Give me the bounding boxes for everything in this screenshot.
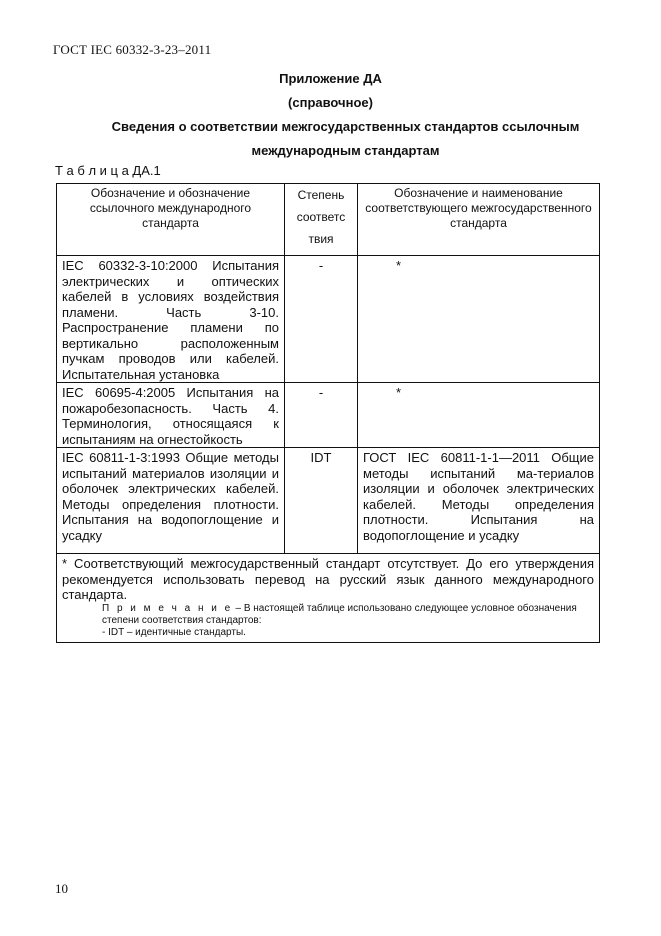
cell-interstate <box>358 383 600 448</box>
cell-interstate-text: * <box>396 258 402 273</box>
cell-degree: - <box>285 256 358 383</box>
table-row <box>57 448 600 554</box>
cell-interstate <box>358 256 600 383</box>
table-note <box>62 603 594 627</box>
table-header-row <box>57 184 600 256</box>
header-interstate-standard: Обозначение и наименование соответствующего межгосударственного стандарта <box>358 184 600 256</box>
table-label: Т а б л и ц а ДА.1 <box>55 163 161 178</box>
cell-interstate-text: * <box>396 385 402 400</box>
header-degree <box>285 184 358 256</box>
table-row <box>57 256 600 383</box>
cell-interstate: ГОСТ IEC 60811-1-1—2011 Общие методы испытаний ма-териалов изоляции и оболочек электрических кабелей. Методы определения плотности. Испытания на водопоглощение и усадку <box>358 448 600 554</box>
table-footnote-row <box>57 554 600 643</box>
cell-international: IEC 60811-1-3:1993 Общие методы испытаний материалов изоляции и оболочек электрических кабелей. Методы определения плотности. Испытания на водопоглощение и усадку <box>57 448 285 554</box>
footnote-cell <box>57 554 600 643</box>
footnote-text: * Соответствующий межгосударственный стандарт отсутствует. До его утверждения рекомендуется использовать перевод на русский язык данного международного стандарта. <box>62 556 594 602</box>
annex-heading-line2: международным стандартам <box>251 143 440 158</box>
annex-title: Приложение ДА <box>279 71 382 86</box>
table-row <box>57 383 600 448</box>
note-label: П р и м е ч а н и е <box>102 602 233 614</box>
cell-international: IEC 60332-3-10:2000 Испытания электрических и оптических кабелей в условиях воздействия пламени. Часть 3-10. Распространение пламени по вертикально расположенным пучкам проводов или кабелей. Испытательная установка <box>57 256 285 383</box>
cell-degree: IDT <box>285 448 358 554</box>
note-text: – В настоящей таблице использовано следующее условное обозначения степени соответствия стандартов: <box>102 602 577 626</box>
correspondence-table <box>56 183 600 643</box>
page-number: 10 <box>55 881 68 896</box>
annex-subtitle: (справочное) <box>288 95 373 110</box>
annex-heading-line1: Сведения о соответствии межгосударственных стандартов ссылочным <box>111 119 580 134</box>
cell-international: IEC 60695-4:2005 Испытания на пожаробезопасность. Часть 4. Терминология, относящаяся к испытаниям на огнестойкость <box>57 383 285 448</box>
cell-degree: - <box>285 383 358 448</box>
header-degree-text: Степень соответс твия <box>296 188 346 246</box>
document-code: ГОСТ IEC 60332-3-23–2011 <box>53 42 212 57</box>
note-item: - IDT – идентичные стандарты. <box>102 626 246 638</box>
header-international-standard: Обозначение и обозначение ссылочного международного стандарта <box>57 184 285 256</box>
